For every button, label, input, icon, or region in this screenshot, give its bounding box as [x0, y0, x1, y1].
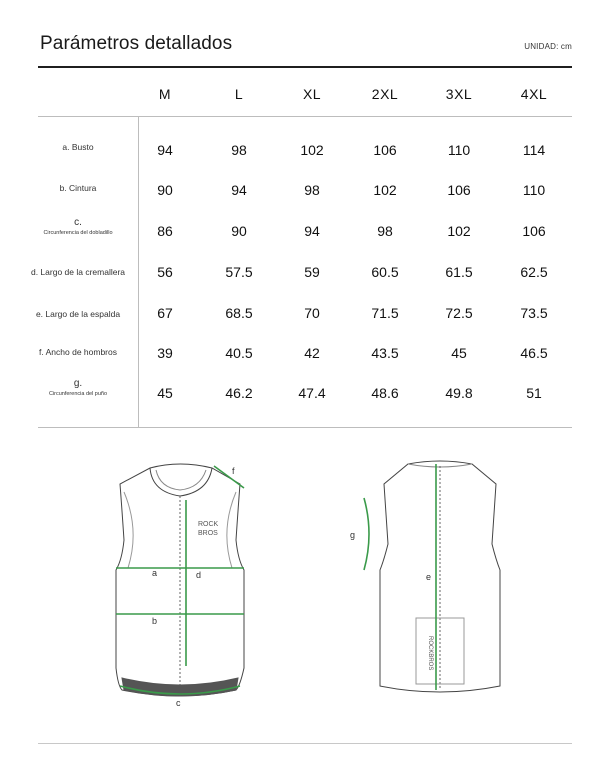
- size-header-2xl: 2XL: [371, 86, 399, 102]
- table-bottom-rule: [38, 427, 572, 428]
- table-cell: 98: [377, 223, 393, 239]
- table-cell: 46.5: [520, 345, 548, 361]
- size-header-m: M: [158, 86, 172, 102]
- row-label-text: c.: [74, 217, 82, 228]
- table-cell: 102: [300, 142, 324, 158]
- table-cell: 86: [157, 223, 173, 239]
- row-label-text: f. Ancho de hombros: [39, 347, 117, 357]
- table-cell: 57.5: [225, 264, 253, 280]
- header-rule: [38, 116, 572, 117]
- footer-rule: [38, 743, 572, 744]
- table-cell: 106: [373, 142, 397, 158]
- table-cell: 46.2: [225, 385, 253, 401]
- table-cell: 61.5: [445, 264, 473, 280]
- marker-a: a: [152, 568, 158, 578]
- table-cell: 43.5: [371, 345, 399, 361]
- marker-b: b: [152, 616, 158, 626]
- marker-f: f: [232, 466, 235, 476]
- vest-measurement-diagram: [0, 440, 600, 740]
- table-cell: 106: [447, 182, 471, 198]
- page-title: Parámetros detallados: [40, 33, 233, 54]
- table-cell: 49.8: [445, 385, 473, 401]
- table-cell: 94: [157, 142, 173, 158]
- table-cell: 48.6: [371, 385, 399, 401]
- size-header-xl: XL: [302, 86, 322, 102]
- table-cell: 68.5: [225, 305, 253, 321]
- row-label-text: g.: [73, 378, 83, 389]
- table-cell: 98: [231, 142, 247, 158]
- table-cell: 67: [157, 305, 173, 321]
- unit-label: UNIDAD: cm: [524, 42, 572, 51]
- table-cell: 98: [304, 182, 320, 198]
- table-cell: 94: [231, 182, 247, 198]
- front-brand-line2: BROS: [198, 530, 218, 537]
- row-label-cintura: [20, 183, 136, 193]
- row-label-busto: [20, 142, 136, 152]
- size-header-l: L: [234, 86, 244, 102]
- table-cell: 114: [522, 142, 546, 158]
- marker-g: g: [350, 530, 356, 540]
- table-cell: 102: [447, 223, 471, 239]
- table-cell: 71.5: [371, 305, 399, 321]
- row-label-text: d. Largo de la cremallera: [30, 267, 126, 277]
- table-cell: 110: [522, 182, 546, 198]
- row-label-text: e. Largo de la espalda: [35, 309, 121, 319]
- table-cell: 94: [304, 223, 320, 239]
- table-cell: 59: [304, 264, 320, 280]
- row-sublabel-text: Circunferencia del dobladillo: [43, 230, 113, 236]
- row-label-hombros: [20, 347, 136, 357]
- table-cell: 51: [526, 385, 542, 401]
- table-cell: 39: [157, 345, 173, 361]
- table-cell: 45: [451, 345, 467, 361]
- table-cell: 110: [447, 142, 471, 158]
- table-cell: 102: [373, 182, 397, 198]
- row-label-text: a. Busto: [62, 142, 94, 152]
- row-label-text: b. Cintura: [59, 183, 97, 193]
- table-cell: 42: [304, 345, 320, 361]
- table-cell: 47.4: [298, 385, 326, 401]
- row-label-puno: [20, 378, 136, 397]
- row-label-cremallera: [20, 267, 136, 277]
- front-vest-illustration: [116, 464, 244, 696]
- row-label-dobladillo: [20, 217, 136, 236]
- table-cell: 90: [231, 223, 247, 239]
- table-cell: 45: [157, 385, 173, 401]
- table-cell: 56: [157, 264, 173, 280]
- table-cell: 62.5: [520, 264, 548, 280]
- table-cell: 70: [304, 305, 320, 321]
- size-header-3xl: 3XL: [445, 86, 473, 102]
- table-cell: 72.5: [445, 305, 473, 321]
- table-top-rule: [38, 66, 572, 68]
- marker-e: e: [426, 572, 432, 582]
- front-brand-line1: ROCK: [198, 521, 219, 528]
- table-cell: 73.5: [520, 305, 548, 321]
- table-cell: 60.5: [371, 264, 399, 280]
- marker-d: d: [196, 570, 202, 580]
- row-sublabel-text: Circunferencia del puño: [48, 391, 108, 397]
- table-cell: 90: [157, 182, 173, 198]
- table-cell: 40.5: [225, 345, 253, 361]
- back-vest-illustration: [380, 461, 500, 692]
- row-label-espalda: [20, 309, 136, 319]
- back-brand: ROCKBROS: [427, 636, 433, 671]
- marker-c: c: [176, 698, 181, 708]
- table-cell: 106: [522, 223, 546, 239]
- label-column-divider: [138, 117, 139, 427]
- size-header-4xl: 4XL: [520, 86, 548, 102]
